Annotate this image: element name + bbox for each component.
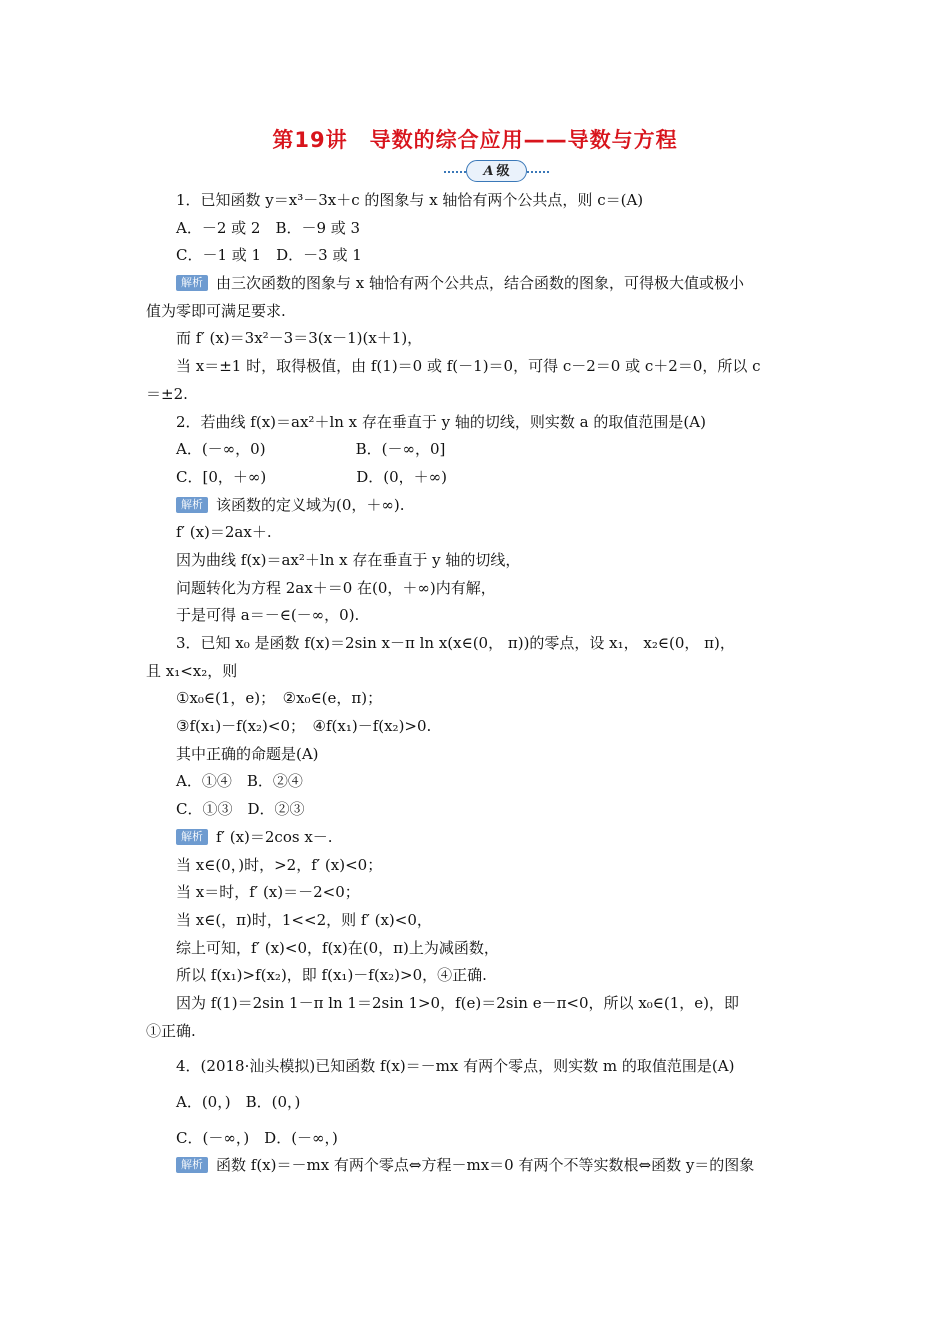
q1-options-cd: C．－1 或 1 D．－3 或 1 [176,246,362,265]
level-badge [466,160,527,182]
dotted-rule-right [527,171,549,173]
q2-solution-line: 解析 该函数的定义域为(0，＋∞). [146,492,810,520]
q3-solution-line: ①正确. [146,1021,196,1040]
q4-options-cd: C．(－∞，) D．(－∞，) [176,1128,338,1147]
q2-options-cd: C．[0，＋∞) D．(0，＋∞) [176,467,447,486]
q1-stem: 1．已知函数 y＝x³－3x＋c 的图象与 x 轴恰有两个公共点，则 c＝(A) [176,191,644,209]
q3-stem: 且 x₁<x₂，则 [146,661,238,680]
q3-solution-line: 当 x∈(0，)时，>2，f′ (x)<0； [176,855,383,874]
q3-solution-line: 综上可知，f′ (x)<0，f(x)在(0，π)上为减函数， [176,938,499,957]
q3-solution-line: 解析 f′ (x)＝2cos x－. [146,824,810,852]
q1-solution-line: 值为零即可满足要求. [146,301,286,320]
document-body [146,187,810,1180]
q1-solution-line: 而 f′ (x)＝3x²－3＝3(x－1)(x＋1)， [176,329,423,348]
q2-solution-line: 因为曲线 f(x)＝ax²＋ln x 存在垂直于 y 轴的切线， [176,550,521,569]
q3-prompt: 其中正确的命题是(A) [176,744,319,763]
q3-options-ab: A．①④ B．②④ [176,772,303,791]
q4-options-ab: A．(0，) B．(0，) [176,1093,301,1111]
level-divider [0,159,950,185]
q2-options-ab: A．(－∞，0) B．(－∞，0] [176,440,446,459]
q3-options-cd: C．①③ D．②③ [176,800,305,819]
q2-solution-line: f′ (x)＝2ax＋. [176,523,272,542]
q3-solution-line: 因为 f(1)＝2sin 1－π ln 1＝2sin 1>0，f(e)＝2sin e－π<0，所以 x₀∈(1，e)，即 [176,993,740,1012]
q1-solution-line: 当 x＝±1 时，取得极值，由 f(1)＝0 或 f(－1)＝0，可得 c－2＝0 或 c＋2＝0，所以 c [176,357,761,376]
q3-solution-line: 当 x＝时，f′ (x)＝－2<0； [176,883,360,902]
q3-statements: ③f(x₁)－f(x₂)<0； ④f(x₁)－f(x₂)>0. [176,717,432,736]
q4-stem: 4．(2018·汕头模拟)已知函数 f(x)＝－mx 有两个零点，则实数 m 的取值范围是(A) [176,1057,735,1076]
solution-tag: 解析 [176,829,208,845]
q2-stem: 2．若曲线 f(x)＝ax²＋ln x 存在垂直于 y 轴的切线，则实数 a 的取值范围是(A) [176,412,706,431]
q3-solution-line: 当 x∈(，π)时，1<<2，则 f′ (x)<0， [176,910,432,929]
q3-statements: ①x₀∈(1，e)； ②x₀∈(e，π)； [176,689,383,708]
solution-tag: 解析 [176,275,208,291]
dotted-rule-left [444,171,466,173]
q2-solution-line: 于是可得 a＝－∈(－∞，0). [176,606,360,625]
level-text: 级 [496,164,510,179]
q2-solution-line: 问题转化为方程 2ax＋＝0 在(0，＋∞)内有解， [176,578,496,597]
q1-solution-line: ＝±2. [146,384,188,403]
level-letter: A [483,164,494,179]
q3-solution-line: 所以 f(x₁)>f(x₂)，即 f(x₁)－f(x₂)>0，④正确. [176,966,487,985]
q3-stem: 3．已知 x₀ 是函数 f(x)＝2sin x－π ln x(x∈(0， π))的零点，设 x₁， x₂∈(0， π)， [176,634,735,652]
q1-solution-line: 解析 由三次函数的图象与 x 轴恰有两个公共点，结合函数的图象，可得极大值或极小 [146,270,810,298]
q1-options-ab: A．－2 或 2 B．－9 或 3 [176,218,361,237]
q4-solution-line: 解析 函数 f(x)＝－mx 有两个零点⇔方程－mx＝0 有两个不等实数根⇔函数 y＝的图象 [146,1152,810,1180]
solution-tag: 解析 [176,497,208,513]
solution-tag: 解析 [176,1157,208,1173]
page-title: 第19讲 导数的综合应用——导数与方程 [272,128,678,152]
